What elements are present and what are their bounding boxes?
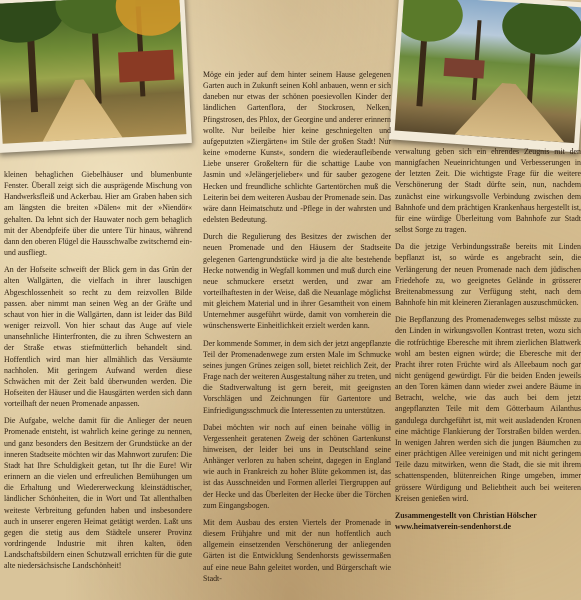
paragraph: Mit dem Ausbau des ersten Viertels der Promenade in diesem Frühjahre und mit der nun hoffentlich auch allgemein einsetzenden Verschönerung der anliegenden Gärten ist die Entwicklung Sendenhorsts gewissermaßen auf eine neue Bahn geleitet worden, und Bürgerschaft wie Stadt- <box>203 517 391 583</box>
path <box>39 78 122 142</box>
house <box>118 50 174 83</box>
paragraph: Durch die Regulierung des Besitzes der zwischen der neuen Promenade und den Häusern der Stadtseite gelegenen Gartengrundstücke wird ja die alte bestehende Hecke notwendig in Wegfall kommen und muß durch eine neue schmuckere ersetzt werden, und zwar am vorteilhaftesten in der Weise, daß die Neuanlage möglichst mit gleichem Material und in ihrer Gesamtheit von einem Unternehmer ausgeführt würde, damit von vornherein die wünschenswerte Einheitlichkeit erzielt werden kann. <box>203 232 391 331</box>
credit <box>395 510 581 532</box>
tree-crown <box>114 0 186 38</box>
text-column-1 <box>4 169 192 577</box>
credit-author: Zusammengestellt von Christian Hölscher <box>395 510 537 520</box>
photo-right <box>389 0 581 152</box>
paragraph: Dabei möchten wir noch auf einen beinahe völlig in Vergessenheit geratenen Zweig der schönen Gartenkunst hinweisen, der leider bei uns in Deutschland seine Anhänger verloren zu haben scheint, dagegen in England wie auch in Frankreich zu hoher Blüte gekommen ist, das ist das Ausschneiden und Formen allerlei Tiergruppen auf der Hecke und das Überleiten der Hecke über die Törchen zum Eingangsbogen. <box>203 422 391 510</box>
paragraph: verwaltung geben sich ein ehrendes Zeugnis mit den mannigfachen Neueinrichtungen und Verbesserungen in der letzten Zeit. Die wichtigste Frage für die weitere Verschönerung der Stadt dürfte sein, nun, nachdem zunächst eine wirkungsvolle Verbindung zwischen dem Bahnhofe und dem prächtigen Krankenhaus hergestellt ist, für eine würdige Überleitung vom Bahnhofe zur Stadt selbst Sorge zu tragen. <box>395 147 581 235</box>
paragraph: An der Hofseite schweift der Blick gern in das Grün der alten Wallgärten, die vielfach in ihrer lauschigen Abgeschlossenheit so recht zu dem reizvollen Bilde passen. aber nimmt man seinen Weg an der Gräfte und schaut von hier in die Wallgärten, dann ist leider das Bild weniger reizvoll. Von hier schaut das Auge auf viele unansehnliche Hinterfronten, die zu ihren Schwestern an der Straße etwas stiefmütterlich behandelt sind. Hoffentlich wird man hier allmählich das Versäumte nachholen. Mit geringem Aufwand werden diese Schwächen mit der Zeit bald überwunden werden. Die Hofseiten der Häuser und die Hausgärten werden sich dann vorteilhaft der neuen Promenade anpassen. <box>4 265 192 409</box>
text-column-2 <box>203 69 391 590</box>
credit-url[interactable]: www.heimatverein-sendenhorst.de <box>395 521 512 531</box>
photo-left-image <box>0 0 186 144</box>
tree-crown <box>395 0 465 44</box>
house <box>444 58 485 79</box>
paragraph: Da die jetzige Verbindungsstraße bereits mit Linden bepflanzt ist, so würde es angebracht sein, die Verlängerung der neuen Promenade nach dem jüdischen Friedehofe zu, wo geeignetes Gelände in grösserer Breitenabmessung zur Verfügung steht, nach dem Bahnhofe hin mit kleineren Zieranlagen auszuschmücken. <box>395 242 581 308</box>
path <box>454 80 568 143</box>
paragraph: Möge ein jeder auf dem hinter seinem Hause gelegenen Garten auch in Zukunft seinen Kohl anbauen, wenn er sich daneben nur etwas der schönen poesievollen Kinder der ländlichen Gartenflora, der Stockrosen, Nelken, Pfingstrosen, des Phlox, der Georgine und anderer erinnern wollte. Nur beileibe hier keine geschniegelten und aufgeputzten »Ziergärten« im Stile der großen Stadt! Nur keine »moderne Kunst«, sondern die wiederaufleibende Liebe unserer Großeltern für die schattige Laube von Jasmin und »Jelängerjelieber« und für sauber gezogene Hecken und freundliche schlichte Gartentörchen muß die Leiterin bei dem weiteren Ausbau der Promenade sein. Das wäre dann Heimatschutz und -Pflege in der wahrsten und edelsten Bedeutung. <box>203 70 391 225</box>
paragraph: Die Aufgabe, welche damit für die Anlieger der neuen Promenade entsteht, ist wahrlich keine geringe zu nennen, und ganz besonders den Besitzern der Grundstücke an der inneren Stadtseite möchten wir das Mahnwort zurufen: Die Stadt hat Ihre Schuldigkeit getan, tut Ihr die Eure! Wir erinnern an die vielen und erfreulichen Bemühungen um die Erhaltung und Wiedererweckung kleinstädtischer, ländlicher Schönheiten, die in Wort und Tat allenthalben weiteste Verbreitung gefunden haben und insbesondere auch in unserer engeren Heimat getätigt werden. Laßt uns gegen die stetig aus dem Städtele unserer Provinz vordringende Industrie mit ihren kalten, öden Landschaftsbildern einen Schutzwall errichten für die gute alte niedersächsische Landschönheit! <box>4 416 192 571</box>
tree-crown <box>500 0 581 57</box>
paragraph: Der kommende Sommer, in dem sich der jetzt angepflanzte Teil der Promenadenwege zum ersten Male im Schmucke seines jungen Grünes zeigen soll, bietet reichlich Zeit, der Frage nach der weiteren Ausgestaltung näher zu treten, und die Stadtverwaltung ist gern bereit, mit geeignsten Vorschlägen und Zeichnungen für Gartentore und Einfriedigungsschmuck die Interessenten zu unterstützen. <box>203 338 391 415</box>
paragraph: Die Bepflanzung des Promenadenweges selbst müsste zu den Linden in wirkungsvollen Kontrast treten, wozu sich die rotfrüchtige Eberesche mit ihrem zierlichen Blattwerk wohl am besten eignen würde; die Eberesche mit der Pracht ihrer roten Früchte wird als Alleebaum noch gar nicht genügend gewürdigt. Für die beiden Enden jeweils an den Toren kämen dann wieder zwei andere Bäume in Betracht, welche, wie das auch bei dem jetzt angepflanzten Teile mit dem Götterbaum Ailanthus gandulega durchgeführt ist, mit weit ausladenden Kronen eine mächtige Flankierung der Torstraßen bilden werden. In wenigen Jahren werden sich die jungen Bäumchen zu einer prächtigen Allee vereinigen und mit nicht geringem Teile dazu mitwirken, wenn die Stadt, die sie mit ihrem schattenspenden, blütenreichen Ringe umgeben, immer grössere Würdigung und Beliebtheit auch bei weiteren Kreisen genießen wird. <box>395 315 581 503</box>
text-column-3 <box>395 146 581 532</box>
photo-left <box>0 0 192 153</box>
paragraph: kleinen behaglichen Giebelhäuser und blumenbunte Fenster. Überall zeigt sich die ausprägende Mischung von Handwerksfleiß und Ackerbau. Hier am Graben haben sich am längsten die breiten »Dälen« mit der »Niendör« gehalten. Da lehnt sich der Hauwater noch gern behaglich mit der Abendpfeife über die untere Tür hinaus, während dann den oberen Flügel die Hausschwalbe zwitschernd ein- und ausfliegt. <box>4 170 192 258</box>
photo-right-image <box>395 0 581 143</box>
